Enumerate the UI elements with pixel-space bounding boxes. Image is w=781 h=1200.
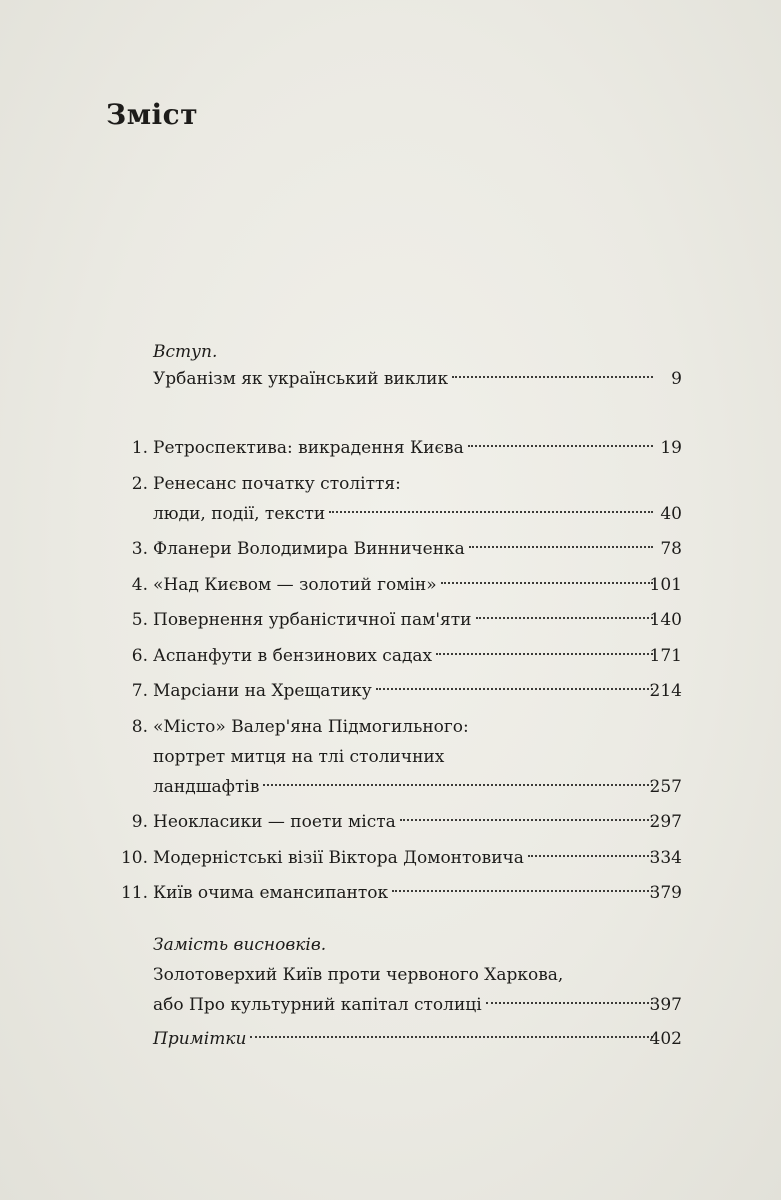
- chapter-title-line: портрет митця на тлі столичних: [153, 746, 445, 767]
- intro-title-row: [153, 362, 683, 396]
- conclusion-line1: Золотоверхий Київ проти червоного Харкова,: [153, 965, 564, 985]
- chapter-number: 11.: [120, 883, 148, 903]
- leader-dots: [452, 375, 653, 378]
- leader-dots: [400, 818, 653, 821]
- leader-dots: [436, 652, 653, 655]
- chapter-title-row: [153, 674, 683, 708]
- chapter-page: 101: [649, 574, 682, 595]
- leader-dots: [476, 616, 653, 619]
- chapter-number: 1.: [131, 438, 148, 458]
- chapter-title: Неокласики — поети міста: [153, 812, 396, 832]
- chapter-page: 78: [660, 539, 682, 559]
- chapter-title: Модерністські візії Віктора Домонтовича: [153, 847, 524, 868]
- leader-dots: [441, 581, 653, 584]
- chapter-page: 214: [649, 681, 682, 701]
- chapter-number: 2.: [131, 473, 148, 494]
- chapter-title: Аспанфути в бензинових садах: [153, 645, 433, 666]
- chapter-title-row: [153, 841, 683, 875]
- chapter-title: Ретроспектива: викрадення Києва: [153, 438, 464, 458]
- leader-dots: [329, 510, 653, 513]
- chapter-title-row: [153, 639, 683, 673]
- chapter-number: 5.: [131, 610, 148, 630]
- notes-row: [153, 1022, 683, 1056]
- chapter-page: 19: [660, 438, 682, 458]
- leader-dots: [250, 1035, 653, 1038]
- chapter-title-row: [153, 770, 683, 804]
- leader-dots: [469, 545, 653, 548]
- notes-title: Примітки: [153, 1029, 247, 1049]
- chapter-title: Повернення урбаністичної пам'яти: [153, 610, 472, 630]
- chapter-page: 379: [649, 883, 682, 903]
- leader-dots: [376, 687, 653, 690]
- chapter-title: Фланери Володимира Винниченка: [153, 539, 465, 559]
- chapter-page: 297: [649, 812, 682, 832]
- leader-dots: [528, 854, 653, 857]
- chapter-title-row: [153, 568, 683, 602]
- chapter-title: «Над Києвом — золотий гомін»: [153, 574, 437, 595]
- intro-page: 9: [671, 369, 682, 389]
- chapter-number: 8.: [131, 716, 148, 737]
- chapter-title: люди, події, тексти: [153, 503, 326, 524]
- chapter-title: ландшафтів: [153, 776, 260, 797]
- chapter-page: 334: [649, 847, 682, 868]
- notes-page: 402: [649, 1029, 682, 1049]
- chapter-title-row: [153, 497, 683, 531]
- conclusion-title: або Про культурний капітал столиці: [153, 995, 482, 1015]
- chapter-number: 6.: [131, 645, 148, 666]
- page-title: Зміст: [106, 98, 199, 131]
- chapter-title: Київ очима емансипанток: [153, 883, 389, 903]
- conclusion-page: 397: [649, 995, 682, 1015]
- chapter-title: Марсіани на Хрещатику: [153, 681, 372, 701]
- chapter-title-line: «Місто» Валер'яна Підмогильного:: [153, 716, 469, 737]
- chapter-number: 10.: [120, 847, 148, 868]
- leader-dots: [468, 444, 653, 447]
- leader-dots: [486, 1001, 653, 1004]
- chapter-title-row: [153, 876, 683, 910]
- chapter-page: 171: [649, 645, 682, 666]
- leader-dots: [392, 889, 653, 892]
- chapter-title-row: [153, 532, 683, 566]
- chapter-title-row: [153, 805, 683, 839]
- conclusion-label: Замість висновків.: [153, 935, 327, 955]
- chapter-page: 40: [660, 503, 682, 524]
- chapter-title-row: [153, 603, 683, 637]
- chapter-number: 9.: [131, 812, 148, 832]
- chapter-number: 4.: [131, 574, 148, 595]
- chapter-title-line: Ренесанс початку століття:: [153, 473, 401, 494]
- chapter-page: 140: [649, 610, 682, 630]
- chapter-page: 257: [649, 776, 682, 797]
- chapter-number: 3.: [131, 539, 148, 559]
- chapter-title-row: [153, 431, 683, 465]
- leader-dots: [263, 783, 653, 786]
- chapter-number: 7.: [131, 681, 148, 701]
- intro-label: Вступ.: [153, 342, 218, 362]
- conclusion-title-row: [153, 988, 683, 1022]
- intro-title: Урбанізм як український виклик: [153, 369, 449, 389]
